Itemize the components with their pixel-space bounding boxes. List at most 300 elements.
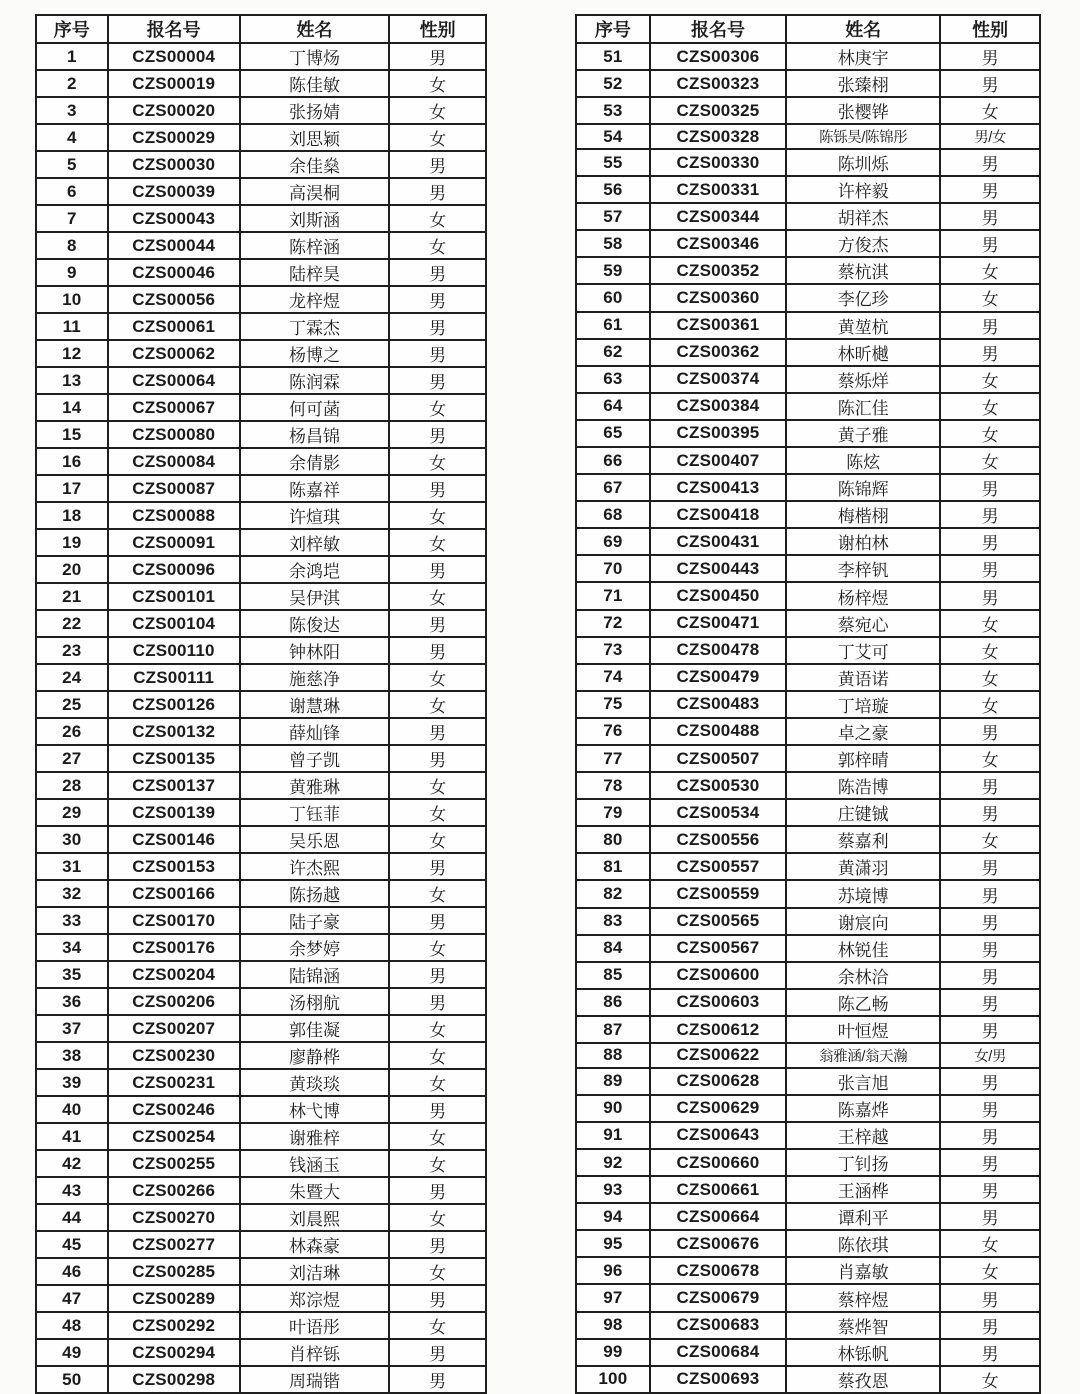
cell-reg-no: CZS00207 <box>108 1015 240 1042</box>
cell-gender: 女 <box>940 1230 1040 1257</box>
cell-name: 朱暨大 <box>240 1177 389 1204</box>
cell-name: 谭利平 <box>786 1203 940 1230</box>
cell-name: 郑淙煜 <box>240 1285 389 1312</box>
cell-gender: 女 <box>940 691 1040 718</box>
cell-gender: 女 <box>389 394 486 421</box>
cell-reg-no: CZS00088 <box>108 502 240 529</box>
cell-reg-no: CZS00004 <box>108 43 240 70</box>
header-gender: 性别 <box>389 15 486 43</box>
cell-gender: 女 <box>389 1312 486 1339</box>
cell-serial: 6 <box>36 178 108 205</box>
cell-gender: 男 <box>940 1016 1040 1043</box>
cell-serial: 10 <box>36 286 108 313</box>
table-row <box>576 203 1040 230</box>
table-row <box>36 1366 486 1393</box>
cell-name: 薛灿锋 <box>240 718 389 745</box>
cell-name: 廖静桦 <box>240 1042 389 1069</box>
table-row <box>576 1176 1040 1203</box>
cell-name: 曾子凯 <box>240 745 389 772</box>
cell-name: 周瑞锴 <box>240 1366 389 1393</box>
cell-gender: 男 <box>389 151 486 178</box>
cell-gender: 女 <box>389 826 486 853</box>
cell-serial: 17 <box>36 475 108 502</box>
cell-reg-no: CZS00443 <box>650 555 786 582</box>
cell-serial: 91 <box>576 1122 650 1149</box>
cell-serial: 62 <box>576 339 650 366</box>
cell-gender: 男 <box>940 70 1040 97</box>
table-row <box>36 664 486 691</box>
cell-serial: 13 <box>36 367 108 394</box>
cell-serial: 84 <box>576 935 650 962</box>
cell-gender: 女 <box>389 583 486 610</box>
cell-gender: 女 <box>389 880 486 907</box>
table-row <box>576 393 1040 420</box>
table-row <box>576 1312 1040 1339</box>
cell-gender: 男 <box>940 149 1040 176</box>
cell-gender: 男 <box>389 1285 486 1312</box>
table-row <box>576 339 1040 366</box>
cell-gender: 男 <box>389 178 486 205</box>
cell-name: 余倩影 <box>240 448 389 475</box>
table-row <box>576 691 1040 718</box>
cell-reg-no: CZS00600 <box>650 962 786 989</box>
cell-reg-no: CZS00206 <box>108 988 240 1015</box>
cell-reg-no: CZS00101 <box>108 583 240 610</box>
cell-gender: 女 <box>389 664 486 691</box>
table-row <box>36 421 486 448</box>
table-row <box>36 124 486 151</box>
header-gender: 性别 <box>940 15 1040 43</box>
table-body-right <box>576 43 1040 1393</box>
cell-gender: 女 <box>389 448 486 475</box>
cell-reg-no: CZS00603 <box>650 989 786 1016</box>
cell-serial: 37 <box>36 1015 108 1042</box>
table-row <box>576 284 1040 311</box>
cell-reg-no: CZS00352 <box>650 257 786 284</box>
cell-name: 陈依琪 <box>786 1230 940 1257</box>
table-row <box>576 1203 1040 1230</box>
cell-gender: 女 <box>389 1258 486 1285</box>
cell-name: 张臻栩 <box>786 70 940 97</box>
cell-serial: 55 <box>576 149 650 176</box>
cell-name: 林锐佳 <box>786 935 940 962</box>
cell-serial: 12 <box>36 340 108 367</box>
table-row <box>576 718 1040 745</box>
cell-gender: 男 <box>940 1312 1040 1339</box>
cell-reg-no: CZS00612 <box>650 1016 786 1043</box>
cell-name: 陆锦涵 <box>240 961 389 988</box>
cell-name: 陈梓涵 <box>240 232 389 259</box>
table-row <box>576 772 1040 799</box>
cell-reg-no: CZS00643 <box>650 1122 786 1149</box>
cell-serial: 66 <box>576 447 650 474</box>
cell-gender: 女 <box>389 799 486 826</box>
cell-reg-no: CZS00693 <box>650 1366 786 1393</box>
cell-reg-no: CZS00450 <box>650 582 786 609</box>
cell-reg-no: CZS00067 <box>108 394 240 421</box>
cell-name: 许杰熙 <box>240 853 389 880</box>
cell-reg-no: CZS00483 <box>650 691 786 718</box>
cell-serial: 43 <box>36 1177 108 1204</box>
cell-serial: 58 <box>576 230 650 257</box>
cell-serial: 57 <box>576 203 650 230</box>
cell-name: 陈圳烁 <box>786 149 940 176</box>
cell-gender: 女 <box>940 610 1040 637</box>
cell-gender: 男 <box>389 907 486 934</box>
cell-name: 林庚宇 <box>786 43 940 70</box>
cell-serial: 27 <box>36 745 108 772</box>
cell-name: 汤栩航 <box>240 988 389 1015</box>
cell-reg-no: CZS00255 <box>108 1150 240 1177</box>
cell-serial: 23 <box>36 637 108 664</box>
cell-serial: 74 <box>576 664 650 691</box>
cell-gender: 男 <box>389 961 486 988</box>
cell-serial: 81 <box>576 853 650 880</box>
cell-gender: 女 <box>940 420 1040 447</box>
cell-name: 陆子豪 <box>240 907 389 934</box>
cell-serial: 4 <box>36 124 108 151</box>
cell-serial: 76 <box>576 718 650 745</box>
cell-serial: 98 <box>576 1312 650 1339</box>
cell-reg-no: CZS00676 <box>650 1230 786 1257</box>
cell-name: 黄琰琰 <box>240 1069 389 1096</box>
table-row <box>36 1150 486 1177</box>
table-row <box>576 501 1040 528</box>
cell-gender: 男 <box>940 339 1040 366</box>
cell-serial: 44 <box>36 1204 108 1231</box>
cell-name: 许煊琪 <box>240 502 389 529</box>
cell-gender: 男 <box>940 43 1040 70</box>
table-row <box>36 610 486 637</box>
cell-reg-no: CZS00567 <box>650 935 786 962</box>
table-row <box>36 475 486 502</box>
cell-reg-no: CZS00019 <box>108 70 240 97</box>
cell-reg-no: CZS00330 <box>650 149 786 176</box>
table-row <box>36 853 486 880</box>
cell-gender: 女 <box>389 1015 486 1042</box>
cell-serial: 77 <box>576 745 650 772</box>
cell-serial: 2 <box>36 70 108 97</box>
cell-gender: 男 <box>940 962 1040 989</box>
table-row <box>36 1204 486 1231</box>
table-row <box>576 257 1040 284</box>
table-row <box>36 1096 486 1123</box>
table-row <box>576 1257 1040 1284</box>
table-row <box>36 1015 486 1042</box>
cell-gender: 男 <box>940 582 1040 609</box>
cell-serial: 93 <box>576 1176 650 1203</box>
cell-reg-no: CZS00344 <box>650 203 786 230</box>
cell-name: 蔡宛心 <box>786 610 940 637</box>
cell-name: 黄语诺 <box>786 664 940 691</box>
cell-reg-no: CZS00104 <box>108 610 240 637</box>
cell-gender: 女 <box>389 502 486 529</box>
cell-gender: 男 <box>389 853 486 880</box>
cell-name: 刘梓敏 <box>240 529 389 556</box>
cell-reg-no: CZS00061 <box>108 313 240 340</box>
cell-serial: 40 <box>36 1096 108 1123</box>
cell-gender: 男 <box>940 203 1040 230</box>
cell-serial: 21 <box>36 583 108 610</box>
cell-gender: 男 <box>389 556 486 583</box>
cell-serial: 16 <box>36 448 108 475</box>
cell-reg-no: CZS00559 <box>650 880 786 907</box>
cell-serial: 25 <box>36 691 108 718</box>
table-row <box>576 826 1040 853</box>
table-row <box>576 799 1040 826</box>
cell-serial: 83 <box>576 908 650 935</box>
cell-serial: 95 <box>576 1230 650 1257</box>
table-row <box>36 583 486 610</box>
table-row <box>576 176 1040 203</box>
cell-reg-no: CZS00361 <box>650 312 786 339</box>
cell-serial: 5 <box>36 151 108 178</box>
cell-gender: 女 <box>389 529 486 556</box>
cell-reg-no: CZS00277 <box>108 1231 240 1258</box>
table-row <box>36 637 486 664</box>
cell-gender: 男 <box>940 989 1040 1016</box>
cell-name: 钱涵玉 <box>240 1150 389 1177</box>
cell-serial: 33 <box>36 907 108 934</box>
cell-reg-no: CZS00064 <box>108 367 240 394</box>
cell-reg-no: CZS00135 <box>108 745 240 772</box>
cell-name: 吴乐恩 <box>240 826 389 853</box>
header-reg-no: 报名号 <box>108 15 240 43</box>
cell-reg-no: CZS00139 <box>108 799 240 826</box>
table-row <box>36 691 486 718</box>
cell-name: 陈润霖 <box>240 367 389 394</box>
cell-gender: 男 <box>389 43 486 70</box>
cell-name: 叶语彤 <box>240 1312 389 1339</box>
cell-serial: 68 <box>576 501 650 528</box>
cell-reg-no: CZS00678 <box>650 1257 786 1284</box>
cell-reg-no: CZS00176 <box>108 934 240 961</box>
cell-gender: 男 <box>940 230 1040 257</box>
table-row <box>576 1122 1040 1149</box>
cell-serial: 41 <box>36 1123 108 1150</box>
cell-gender: 男 <box>389 988 486 1015</box>
cell-reg-no: CZS00044 <box>108 232 240 259</box>
table-row <box>576 1016 1040 1043</box>
cell-name: 林铄帆 <box>786 1339 940 1366</box>
cell-gender: 男 <box>940 501 1040 528</box>
cell-gender: 男 <box>940 1203 1040 1230</box>
table-row <box>36 988 486 1015</box>
cell-serial: 30 <box>36 826 108 853</box>
cell-name: 叶恒煜 <box>786 1016 940 1043</box>
cell-reg-no: CZS00084 <box>108 448 240 475</box>
cell-serial: 75 <box>576 691 650 718</box>
cell-gender: 女 <box>940 393 1040 420</box>
cell-reg-no: CZS00091 <box>108 529 240 556</box>
table-row <box>576 312 1040 339</box>
cell-gender: 女 <box>940 257 1040 284</box>
cell-gender: 女 <box>940 366 1040 393</box>
cell-reg-no: CZS00661 <box>650 1176 786 1203</box>
table-row <box>36 1231 486 1258</box>
table-row <box>576 880 1040 907</box>
cell-reg-no: CZS00166 <box>108 880 240 907</box>
table-row <box>36 232 486 259</box>
cell-gender: 男 <box>389 1339 486 1366</box>
cell-serial: 38 <box>36 1042 108 1069</box>
cell-name: 何可菡 <box>240 394 389 421</box>
cell-name: 苏境博 <box>786 880 940 907</box>
table-row <box>36 340 486 367</box>
cell-serial: 3 <box>36 97 108 124</box>
cell-reg-no: CZS00622 <box>650 1043 786 1068</box>
cell-reg-no: CZS00407 <box>650 447 786 474</box>
table-row <box>36 799 486 826</box>
table-row <box>36 43 486 70</box>
cell-serial: 85 <box>576 962 650 989</box>
table-row <box>576 1230 1040 1257</box>
cell-name: 蔡烨智 <box>786 1312 940 1339</box>
cell-serial: 100 <box>576 1366 650 1393</box>
table-row <box>36 1042 486 1069</box>
cell-serial: 72 <box>576 610 650 637</box>
cell-name: 丁博炀 <box>240 43 389 70</box>
registration-table-left <box>35 14 487 1394</box>
cell-serial: 18 <box>36 502 108 529</box>
cell-reg-no: CZS00557 <box>650 853 786 880</box>
cell-name: 杨博之 <box>240 340 389 367</box>
table-row <box>576 447 1040 474</box>
cell-gender: 男 <box>940 1176 1040 1203</box>
table-row <box>36 1312 486 1339</box>
cell-serial: 61 <box>576 312 650 339</box>
cell-gender: 男 <box>940 1095 1040 1122</box>
table-row <box>576 149 1040 176</box>
cell-reg-no: CZS00478 <box>650 637 786 664</box>
table-row <box>36 448 486 475</box>
cell-name: 余林洽 <box>786 962 940 989</box>
cell-gender: 男 <box>940 1284 1040 1311</box>
cell-gender: 男 <box>389 313 486 340</box>
table-row <box>36 1285 486 1312</box>
cell-gender: 男 <box>940 718 1040 745</box>
cell-name: 余佳燊 <box>240 151 389 178</box>
cell-reg-no: CZS00328 <box>650 124 786 149</box>
cell-serial: 24 <box>36 664 108 691</box>
table-row <box>576 853 1040 880</box>
cell-reg-no: CZS00046 <box>108 259 240 286</box>
table-row <box>36 178 486 205</box>
cell-reg-no: CZS00111 <box>108 664 240 691</box>
cell-name: 林昕樾 <box>786 339 940 366</box>
cell-gender: 男 <box>940 772 1040 799</box>
cell-name: 陈铄昊/陈锦彤 <box>786 124 940 149</box>
cell-reg-no: CZS00137 <box>108 772 240 799</box>
cell-serial: 19 <box>36 529 108 556</box>
cell-serial: 71 <box>576 582 650 609</box>
table-row <box>576 366 1040 393</box>
cell-reg-no: CZS00325 <box>650 97 786 124</box>
cell-name: 余鸿垲 <box>240 556 389 583</box>
cell-gender: 女 <box>940 1257 1040 1284</box>
cell-reg-no: CZS00664 <box>650 1203 786 1230</box>
cell-gender: 男 <box>940 880 1040 907</box>
cell-gender: 男 <box>940 474 1040 501</box>
cell-name: 陈炫 <box>786 447 940 474</box>
cell-serial: 46 <box>36 1258 108 1285</box>
cell-reg-no: CZS00246 <box>108 1096 240 1123</box>
table-row <box>36 1123 486 1150</box>
cell-name: 吴伊淇 <box>240 583 389 610</box>
cell-reg-no: CZS00479 <box>650 664 786 691</box>
cell-reg-no: CZS00306 <box>650 43 786 70</box>
table-row <box>36 1069 486 1096</box>
cell-serial: 56 <box>576 176 650 203</box>
cell-name: 丁钊扬 <box>786 1149 940 1176</box>
cell-name: 杨梓煜 <box>786 582 940 609</box>
cell-name: 黄潇羽 <box>786 853 940 880</box>
cell-reg-no: CZS00289 <box>108 1285 240 1312</box>
table-row <box>576 962 1040 989</box>
cell-gender: 男 <box>389 475 486 502</box>
header-name: 姓名 <box>240 15 389 43</box>
cell-reg-no: CZS00029 <box>108 124 240 151</box>
cell-name: 刘洁琳 <box>240 1258 389 1285</box>
table-row <box>576 1068 1040 1095</box>
cell-reg-no: CZS00266 <box>108 1177 240 1204</box>
cell-name: 施慈净 <box>240 664 389 691</box>
table-body-left <box>36 43 486 1393</box>
cell-gender: 男 <box>389 718 486 745</box>
header-row <box>576 15 1040 43</box>
cell-gender: 女 <box>389 232 486 259</box>
table-row <box>36 880 486 907</box>
cell-name: 方俊杰 <box>786 230 940 257</box>
cell-serial: 14 <box>36 394 108 421</box>
cell-serial: 82 <box>576 880 650 907</box>
cell-serial: 78 <box>576 772 650 799</box>
cell-name: 蔡杭淇 <box>786 257 940 284</box>
cell-serial: 88 <box>576 1043 650 1068</box>
cell-serial: 59 <box>576 257 650 284</box>
table-row <box>576 124 1040 149</box>
table-row <box>36 718 486 745</box>
cell-serial: 1 <box>36 43 108 70</box>
cell-reg-no: CZS00254 <box>108 1123 240 1150</box>
cell-name: 张樱铧 <box>786 97 940 124</box>
cell-gender: 男 <box>940 312 1040 339</box>
cell-name: 蔡嘉利 <box>786 826 940 853</box>
cell-name: 钟林阳 <box>240 637 389 664</box>
cell-name: 王梓越 <box>786 1122 940 1149</box>
cell-serial: 86 <box>576 989 650 1016</box>
cell-name: 黄堃杭 <box>786 312 940 339</box>
cell-reg-no: CZS00110 <box>108 637 240 664</box>
cell-name: 龙梓煜 <box>240 286 389 313</box>
cell-name: 李梓钒 <box>786 555 940 582</box>
cell-serial: 36 <box>36 988 108 1015</box>
cell-name: 谢慧琳 <box>240 691 389 718</box>
cell-gender: 女 <box>389 772 486 799</box>
cell-name: 蔡孜恩 <box>786 1366 940 1393</box>
table-row <box>576 1366 1040 1393</box>
cell-reg-no: CZS00431 <box>650 528 786 555</box>
cell-reg-no: CZS00146 <box>108 826 240 853</box>
cell-serial: 99 <box>576 1339 650 1366</box>
table-row <box>36 97 486 124</box>
header-serial: 序号 <box>36 15 108 43</box>
cell-serial: 87 <box>576 1016 650 1043</box>
cell-name: 刘晨熙 <box>240 1204 389 1231</box>
table-row <box>576 637 1040 664</box>
cell-serial: 32 <box>36 880 108 907</box>
cell-gender: 女 <box>940 1366 1040 1393</box>
